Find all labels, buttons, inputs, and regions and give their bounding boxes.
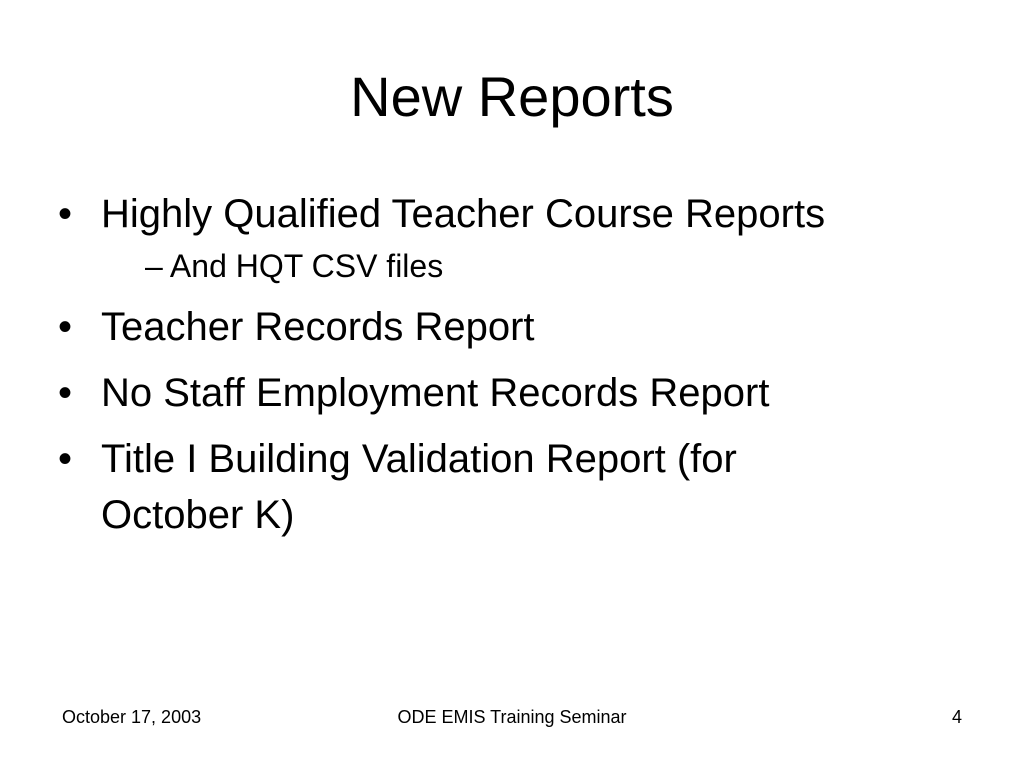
bullet-text: No Staff Employment Records Report <box>101 371 770 415</box>
sub-bullet-item <box>56 243 956 289</box>
bullet-item <box>56 299 956 355</box>
footer-title: ODE EMIS Training Seminar <box>397 707 627 727</box>
sub-bullet-text: – And HQT CSV files <box>145 248 444 284</box>
bullet-icon: • <box>58 437 73 481</box>
bullet-list <box>56 186 956 543</box>
bullet-icon: • <box>58 192 73 236</box>
bullet-text: Title I Building Validation Report (for October K) <box>101 437 737 537</box>
bullet-icon: • <box>58 371 73 415</box>
footer-date: October 17, 2003 <box>62 707 202 727</box>
bullet-text: Teacher Records Report <box>101 305 535 349</box>
bullet-item <box>56 431 871 543</box>
bullet-text: Highly Qualified Teacher Course Reports <box>101 192 826 236</box>
bullet-item <box>56 365 956 421</box>
slide-title: New Reports <box>350 65 674 128</box>
bullet-icon: • <box>58 305 73 349</box>
bullet-item <box>56 186 956 242</box>
page-number: 4 <box>951 707 962 727</box>
